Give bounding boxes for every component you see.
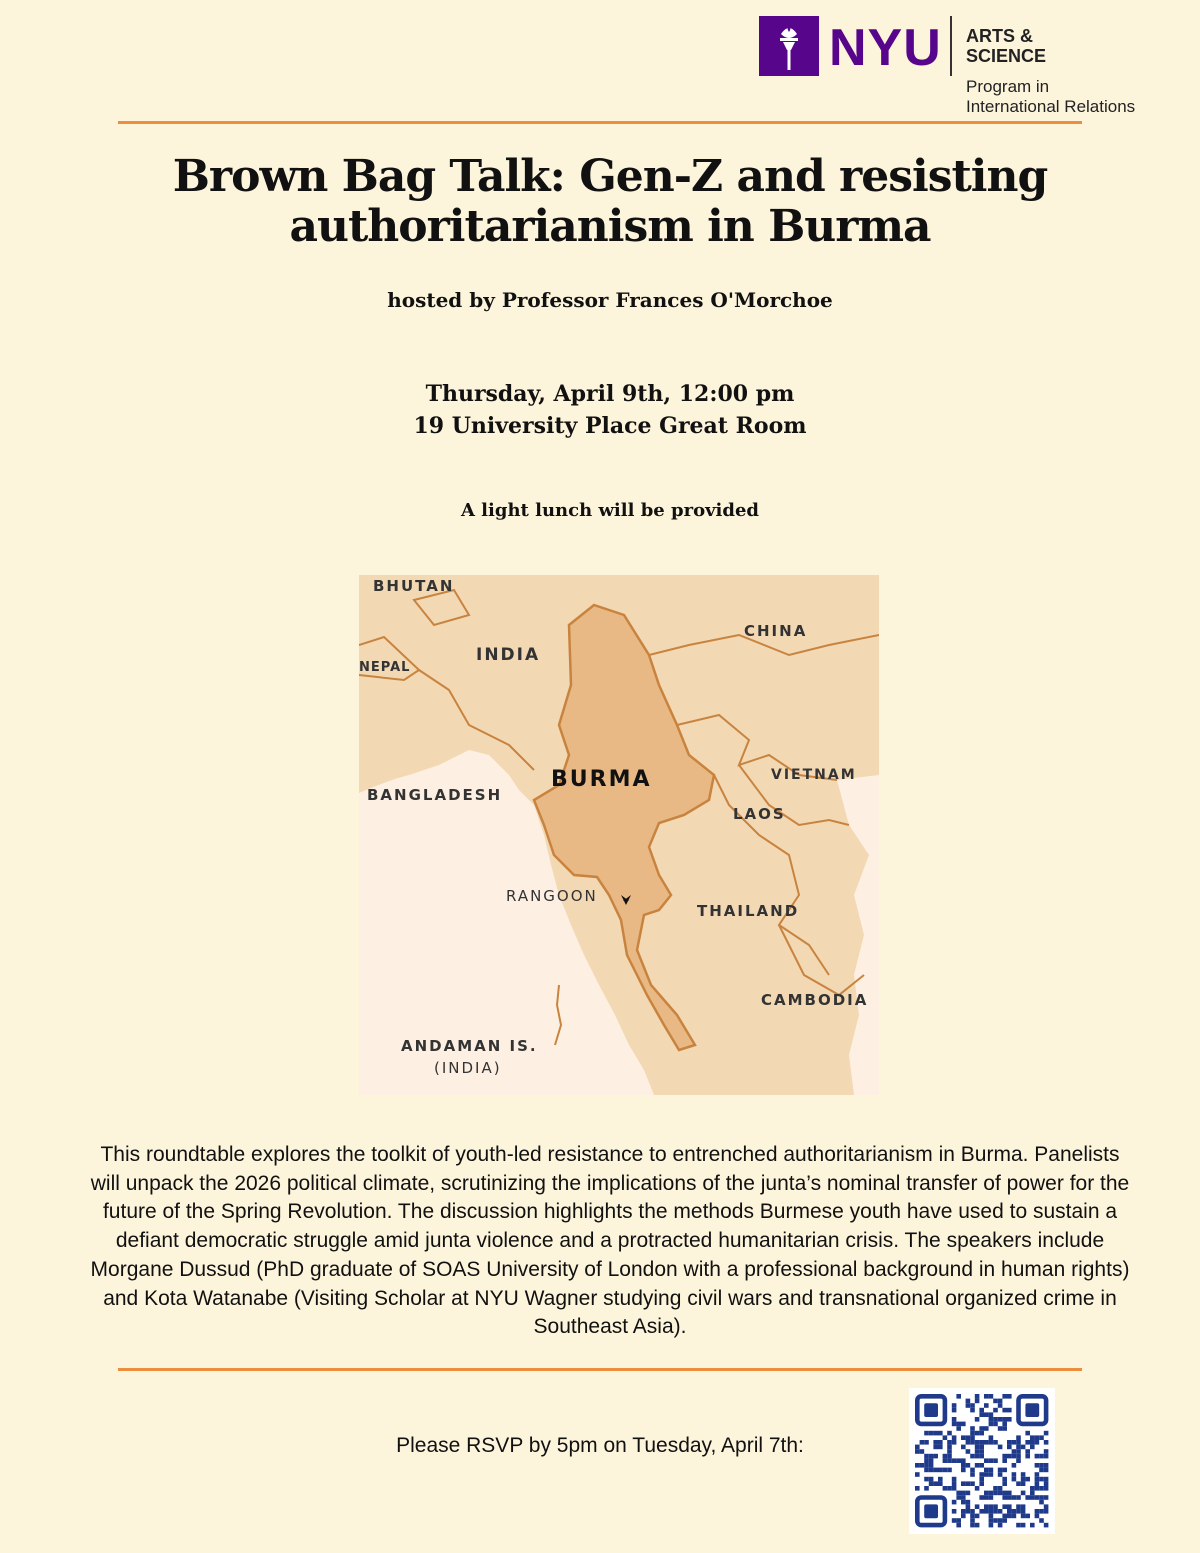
logo-divider: [950, 16, 952, 76]
logo-wordmark: NYU: [829, 19, 942, 77]
map-graphic: [359, 575, 879, 1095]
logo-school-line1: ARTS &: [966, 26, 1033, 46]
logo-program-line2: International Relations: [966, 97, 1136, 116]
event-title: [100, 152, 1120, 252]
lunch-note: A light lunch will be provided: [460, 500, 760, 521]
label-cambodia: CAMBODIA: [761, 991, 869, 1009]
label-andaman-2: (INDIA): [434, 1059, 502, 1077]
label-rangoon: RANGOON: [506, 887, 598, 905]
event-details: [100, 378, 1120, 442]
event-datetime: Thursday, April 9th, 12:00 pm: [425, 381, 795, 407]
rsvp-qr-code[interactable]: [909, 1388, 1055, 1534]
burma-map: [359, 575, 879, 1095]
label-vietnam: VIETNAM: [771, 767, 857, 783]
top-divider: [118, 121, 1082, 124]
logo-school: [966, 26, 1046, 66]
label-thailand: THAILAND: [697, 902, 800, 920]
label-andaman-1: ANDAMAN IS.: [401, 1037, 538, 1055]
label-bhutan: BHUTAN: [373, 577, 455, 595]
title-line-2: authoritarianism in Burma: [289, 201, 931, 252]
event-host: hosted by Professor Frances O'Morchoe: [387, 288, 833, 312]
event-description: This roundtable explores the toolkit of youth-led resistance to entrenched authoritarianism in Burma. Panelists will unpack the 2026 political climate, scrutinizing the implications of the junta’s nominal transfer of power for the future of the Spring Revolution. The discussion highlights the methods Burmese youth have used to sustain a defiant democratic struggle amid junta violence and a protracted humanitarian crisis. The speakers include Morgane Dussud (PhD graduate of SOAS University of London with a professional background in human rights) and Kota Watanabe (Visiting Scholar at NYU Wagner studying civil wars and transnational organized crime in Southeast Asia).: [90, 1143, 1130, 1339]
label-laos: LAOS: [733, 805, 786, 823]
title-line-1: Brown Bag Talk: Gen-Z and resisting: [172, 151, 1048, 202]
label-china: CHINA: [744, 622, 808, 640]
logo-program-line1: Program in: [966, 77, 1050, 96]
bottom-divider: [118, 1368, 1082, 1371]
label-india: INDIA: [476, 645, 541, 665]
label-bangladesh: BANGLADESH: [367, 786, 503, 804]
nyu-logo: [759, 16, 1179, 116]
label-nepal: NEPAL: [359, 660, 411, 675]
event-location: 19 University Place Great Room: [413, 413, 807, 439]
rsvp-text: Please RSVP by 5pm on Tuesday, April 7th:: [396, 1434, 804, 1457]
torch-icon: [759, 16, 819, 76]
label-burma: BURMA: [551, 767, 652, 792]
logo-program: [966, 77, 1135, 117]
qr-code-icon: [909, 1388, 1055, 1534]
logo-school-line2: SCIENCE: [966, 46, 1047, 66]
